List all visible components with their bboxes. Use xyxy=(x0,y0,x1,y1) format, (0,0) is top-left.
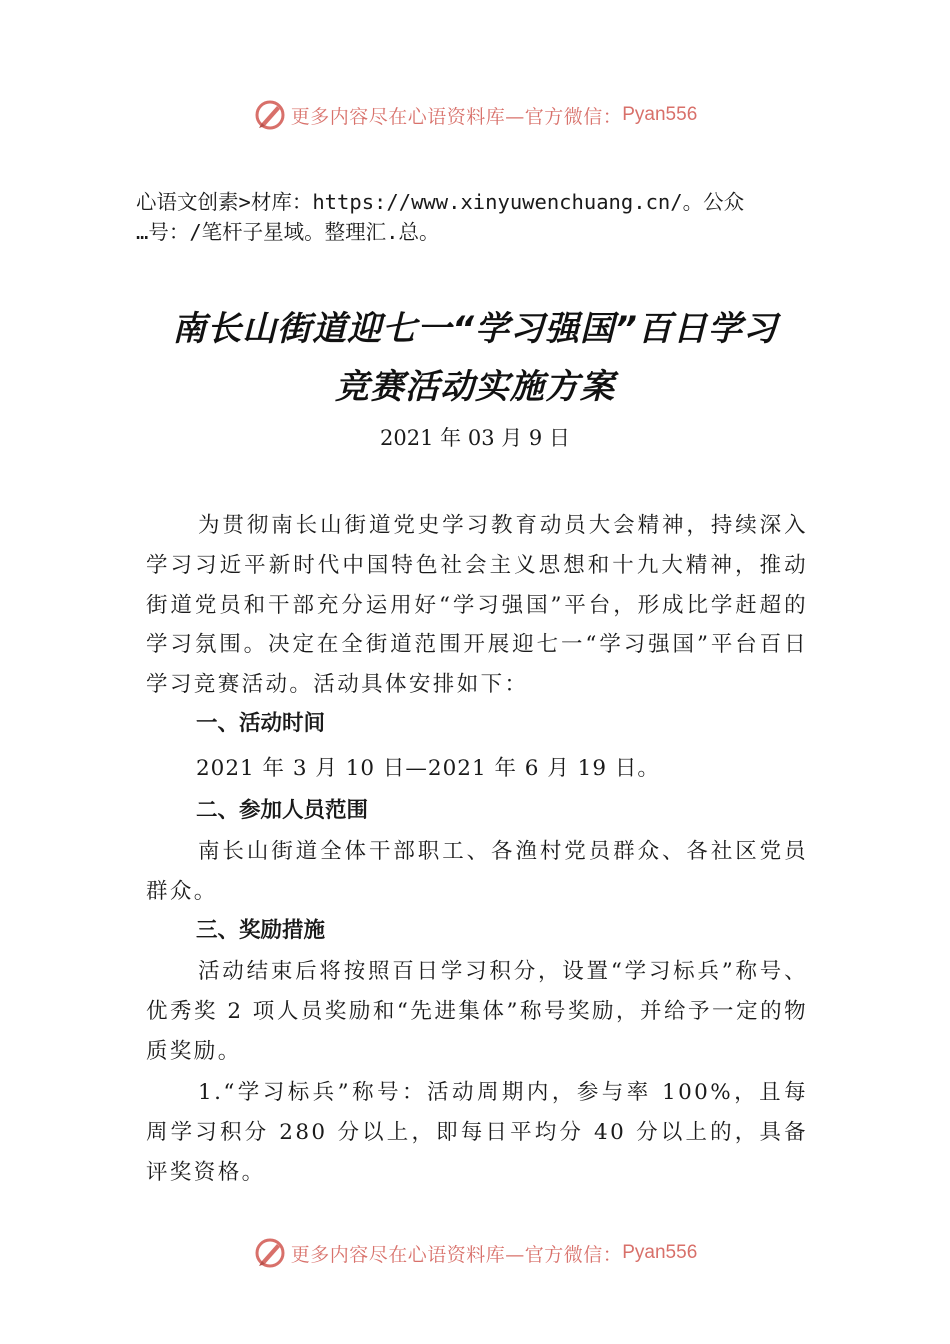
watermark-wechat-id: Pyan556 xyxy=(622,1242,698,1263)
watermark-text: 更多内容尽在心语资料库—官方微信： xyxy=(290,1243,623,1266)
watermark-wechat-id: Pyan556 xyxy=(622,104,698,125)
section2-heading: 二、参加人员范围 xyxy=(196,798,369,823)
source-line-2: …号：/笔杆子星域。整理汇.总。 xyxy=(136,220,440,244)
section1-heading: 一、活动时间 xyxy=(196,711,326,736)
document-date: 2021 年 03 月 9 日 xyxy=(380,426,570,450)
watermark-text: 更多内容尽在心语资料库—官方微信： xyxy=(290,105,623,128)
footer-watermark xyxy=(0,1233,950,1273)
intro-paragraph: 为贯彻南长山街道党史学习教育动员大会精神，持续深入学习习近平新时代中国特色社会主义思想和十九大精神，推动街道党员和干部充分运用好“学习强国”平台，形成比学赶超的学习氛围。决定在全街道范围开展迎七一“学习强国”平台百日学习竞赛活动。活动具体安排如下： xyxy=(146,513,808,698)
item1-text: 1.“学习标兵”称号：活动周期内，参与率 100%，且每周学习积分 280 分以上，即每日平均分 40 分以上的，具备评奖资格。 xyxy=(146,1080,808,1185)
section1-text: 2021 年 3 月 10 日—2021 年 6 月 19 日。 xyxy=(196,756,660,781)
document-title-line-2: 竞赛活动实施方案 xyxy=(335,367,615,407)
pen-logo-icon xyxy=(253,98,287,132)
pen-logo-icon xyxy=(253,1236,287,1270)
document-title-line-1: 南长山街道迎七一“学习强国”百日学习 xyxy=(172,309,778,349)
section3-text: 活动结束后将按照百日学习积分，设置“学习标兵”称号、优秀奖 2 项人员奖励和“先进集体”称号奖励，并给予一定的物质奖励。 xyxy=(146,959,808,1064)
source-line-1: 心语文创素>材库：https://www.xinyuwenchuang.cn/。公众 xyxy=(136,190,745,214)
section3-heading: 三、奖励措施 xyxy=(196,918,326,943)
header-watermark xyxy=(0,95,950,135)
section2-text: 南长山街道全体干部职工、各渔村党员群众、各社区党员群众。 xyxy=(146,839,808,904)
